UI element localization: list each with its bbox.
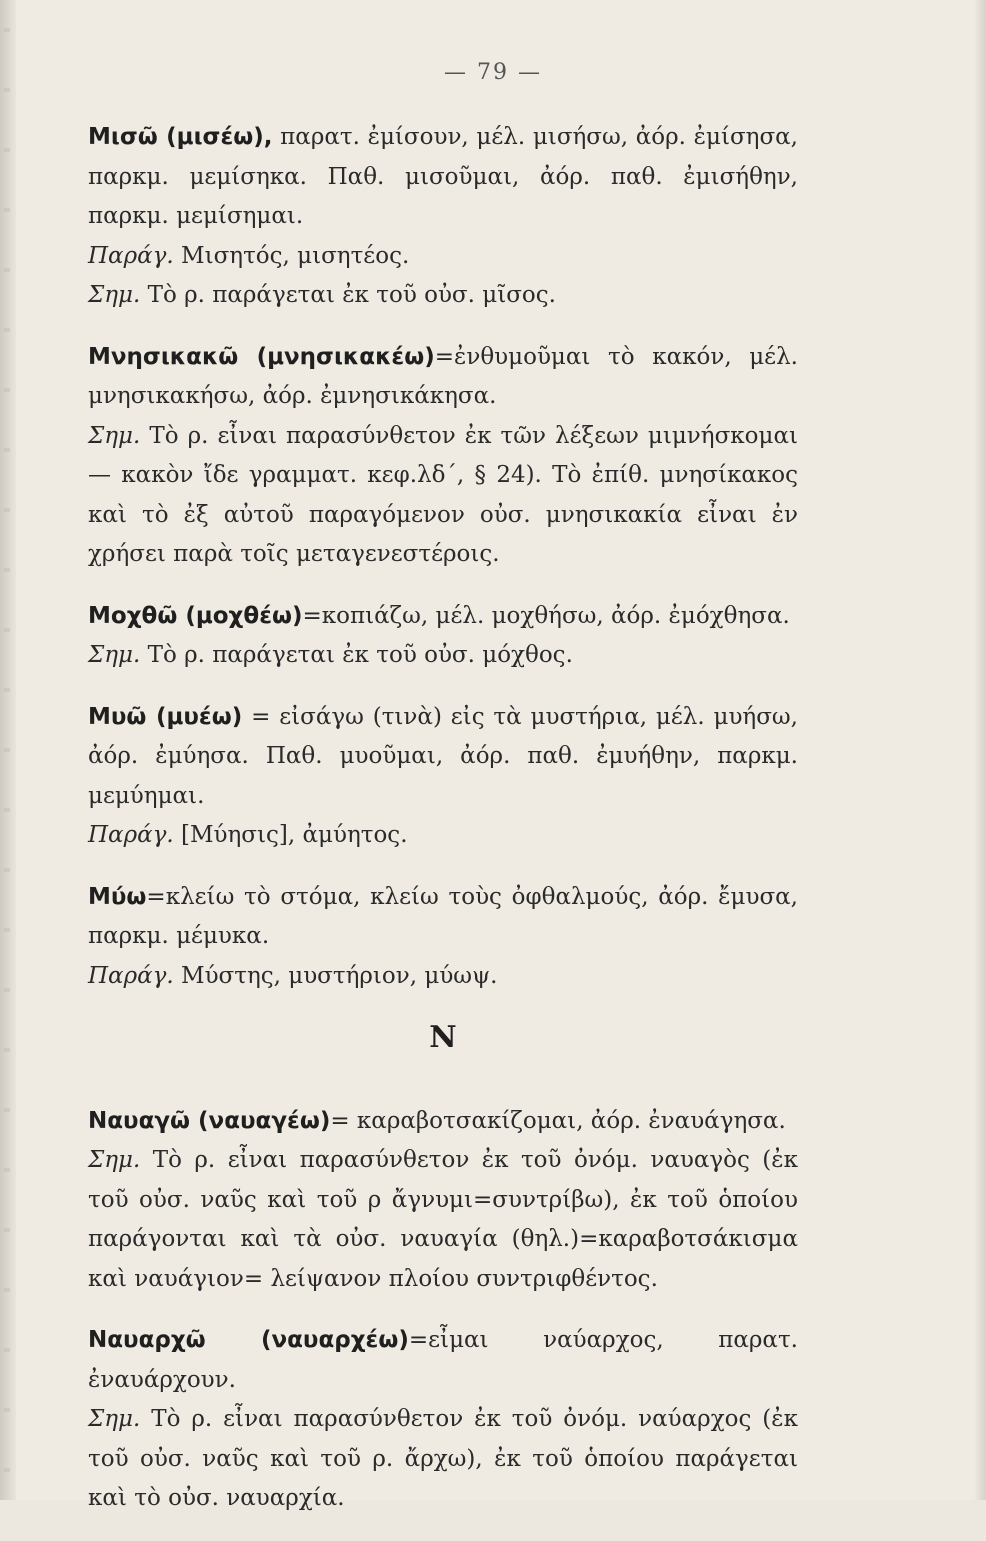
dictionary-content	[88, 118, 798, 1541]
headword: Μισῶ (μισέω),	[88, 124, 273, 150]
derivatives-text: Μισητός, μισητέος.	[173, 242, 410, 269]
entry-body	[88, 1321, 798, 1400]
note-text: Τὸ ρ. παράγεται ἐκ τοῦ οὐσ. μῖσος.	[140, 282, 556, 308]
derivatives-line	[88, 816, 798, 856]
derivatives-text: Μύστης, μυστήριον, μύωψ.	[173, 962, 498, 989]
entry-moxthw	[88, 597, 798, 676]
entry-definition: = καραβοτσακίζομαι, ἀόρ. ἐναυάγησα.	[330, 1107, 786, 1134]
binding-marks	[4, 0, 10, 1500]
note-line	[88, 636, 798, 676]
derivatives-line	[88, 237, 798, 277]
entry-nauarxw	[88, 1321, 798, 1519]
derivatives-line	[88, 957, 798, 997]
headword: Μοχθῶ (μοχθέω)	[88, 602, 303, 629]
entry-definition: =κοπιάζω, μέλ. μοχθήσω, ἀόρ. ἐμόχθησα.	[302, 602, 790, 629]
derivatives-text: [Μύησις], ἀμύητος.	[173, 822, 408, 848]
note-line	[88, 417, 798, 575]
headword: Ναυαρχῶ (ναυαρχέω)	[88, 1327, 409, 1353]
entry-definition: =κλείω τὸ στόμα, κλείω τοὺς ὀφθαλμούς, ἀόρ. ἔμυσα, παρκμ. μέμυκα.	[88, 883, 798, 949]
headword: Μνησικακῶ (μνησικακέω)	[88, 343, 435, 370]
entry-mnisikakw	[88, 338, 798, 575]
entry-body	[88, 878, 798, 957]
headword: Μυῶ (μυέω)	[88, 703, 243, 730]
page-number: — 79 —	[444, 60, 542, 85]
derivatives-label: Παράγ.	[88, 242, 174, 269]
note-label: Σημ.	[88, 1406, 141, 1432]
entry-definition: =εἶμαι ναύαρχος, παρατ. ἐναυάρχουν.	[88, 1327, 798, 1393]
derivatives-label: Παράγ.	[88, 962, 174, 989]
entry-body	[88, 698, 798, 817]
headword: Μύω	[88, 883, 147, 910]
entry-misw	[88, 118, 798, 316]
note-line	[88, 1400, 798, 1519]
entry-body	[88, 1102, 798, 1142]
section-letter: Ν	[429, 1020, 457, 1055]
note-line	[88, 1141, 798, 1299]
note-text: Τὸ ρ. εἶναι παρασύνθετον ἐκ τοῦ ὀνόμ. ναύαρχος (ἐκ τοῦ οὐσ. ναῦς καὶ τοῦ ρ. ἄρχω), ἐκ τοῦ ὁποίου παράγεται καὶ τὸ οὐσ. ναυαρχία.	[88, 1406, 798, 1511]
entry-myo	[88, 878, 798, 997]
headword: Ναυαγῶ (ναυαγέω)	[88, 1107, 331, 1134]
note-text: Τὸ ρ. παράγεται ἐκ τοῦ οὐσ. μόχθος.	[140, 642, 573, 668]
note-label: Σημ.	[88, 1147, 141, 1173]
entry-definition: παρατ. ἐμίσουν, μέλ. μισήσω, ἀόρ. ἐμίσησα, παρκμ. μεμίσηκα. Παθ. μισοῦμαι, ἀόρ. παθ. ἐμισήθην, παρκμ. μεμίσημαι.	[88, 124, 798, 229]
entry-body	[88, 118, 798, 237]
entry-definition: =ἐνθυμοῦμαι τὸ κακόν, μέλ. μνησικακήσω, ἀόρ. ἐμνησικάκησα.	[88, 343, 798, 409]
note-line	[88, 276, 798, 316]
derivatives-label: Παράγ.	[88, 822, 174, 848]
note-label: Σημ.	[88, 282, 141, 308]
entry-body	[88, 597, 798, 637]
note-label: Σημ.	[88, 642, 141, 668]
page-right-edge	[974, 0, 986, 1500]
note-text: Τὸ ρ. εἶναι παρασύνθετον ἐκ τῶν λέξεων μιμνήσκομαι — κακὸν ἴδε γραμματ. κεφ.λδ΄, § 24). Τὸ ἐπίθ. μνησίκακος καὶ τὸ ἐξ αὐτοῦ παραγόμενον οὐσ. μνησικακία εἶναι ἐν χρήσει παρὰ τοῖς μεταγενεστέροις.	[88, 422, 798, 567]
entry-body	[88, 338, 798, 417]
note-text: Τὸ ρ. εἶναι παρασύνθετον ἐκ τοῦ ὀνόμ. ναυαγὸς (ἐκ τοῦ οὐσ. ναῦς καὶ τοῦ ρ ἄγνυμι=συντρίβω), ἐκ τοῦ ὁποίου παράγονται καὶ τὰ οὐσ. ναυαγία (θηλ.)=καραβοτσάκισμα καὶ ναυάγιον= λείψανον πλοίου συντριφθέντος.	[88, 1147, 798, 1292]
note-label: Σημ.	[88, 422, 141, 449]
entry-definition: = εἰσάγω (τινὰ) εἰς τὰ μυστήρια, μέλ. μυήσω, ἀόρ. ἐμύησα. Παθ. μυοῦμαι, ἀόρ. παθ. ἐμυήθην, παρκμ. μεμύημαι.	[88, 703, 798, 809]
entry-nauagw	[88, 1102, 798, 1300]
entry-myw	[88, 698, 798, 856]
